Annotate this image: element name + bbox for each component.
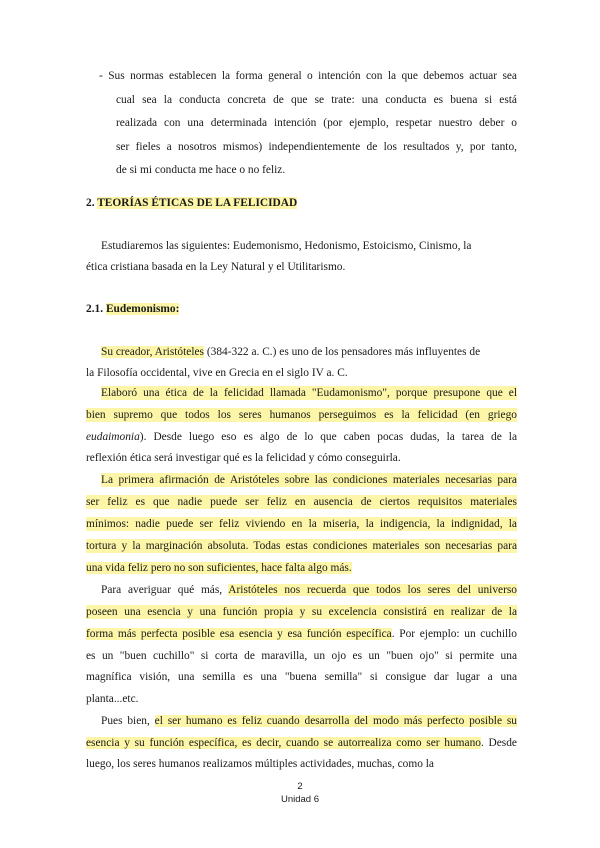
p5-line-2: esencia y su función específica, es decir, cuando se autorrealiza como ser humano. Desde [86, 737, 517, 749]
section-2-title: TEORÍAS ÉTICAS DE LA FELICIDAD [97, 197, 298, 209]
p3-line-1: La primera afirmación de Aristóteles sobre las condiciones materiales necesarias para [101, 474, 517, 486]
bullet-line-4: ser fieles a nosotros mismos) independientemente de los resultados y, por tanto, [116, 141, 517, 153]
p3-line-5: una vida feliz pero no son suficientes, hace falta algo más. [86, 562, 352, 574]
page-number: 2 [297, 781, 303, 792]
p1-line-1: Su creador, Aristóteles (384-322 a. C.) es uno de los pensadores más influyentes de [101, 346, 481, 358]
section-2-intro-line-2: ética cristiana basada en la Ley Natural y el Utilitarismo. [86, 261, 346, 273]
p3-line-3: mínimos: nadie puede ser feliz viviendo en la miseria, la indigencia, la indignidad, la [86, 518, 517, 530]
bullet-line-3: realizada con una determinada intención (por ejemplo, respetar nuestro deber o [116, 117, 517, 129]
p5-line-1: Pues bien, el ser humano es feliz cuando desarrolla del modo más perfecto posible su [101, 715, 517, 727]
p5-line-3: luego, los seres humanos realizamos múltiples actividades, muchas, como la [86, 758, 434, 770]
section-2-1-title: Eudemonismo: [105, 303, 180, 315]
p4-line-3: forma más perfecta posible esa esencia y esa función específica. Por ejemplo: un cuchillo [86, 628, 518, 640]
section-2-1-number: 2.1. [86, 303, 104, 315]
bullet-line-1: - Sus normas establecen la forma general o intención con la que debemos actuar sea [99, 70, 517, 82]
p2-line-4: reflexión ética será investigar qué es la felicidad y cómo conseguirla. [86, 452, 401, 464]
section-2-heading [86, 196, 297, 210]
p4-line-2: poseen una esencia y una función propia y su excelencia consistirá en realizar de la [86, 606, 517, 618]
p3-line-2: ser feliz es que nadie puede ser feliz en ausencia de ciertos requisitos materiales [86, 496, 517, 508]
p4-line-6: planta...etc. [86, 693, 139, 705]
p2-line-1: Elaboró una ética de la felicidad llamada "Eudamonismo", porque presupone que el [101, 387, 517, 399]
p2-line-2: bien supremo que todos los seres humanos perseguimos es la felicidad (en griego [86, 409, 517, 421]
unit-label: Unidad 6 [280, 794, 320, 805]
section-2-number: 2. [86, 197, 95, 209]
bullet-line-5: de si mi conducta me hace o no feliz. [116, 164, 286, 176]
p3-line-4: tortura y la marginación absoluta. Todas estas condiciones materiales son necesarias para [86, 540, 517, 552]
p4-line-4: es un "buen cuchillo" si corta de maravilla, un ojo es un "buen ojo" si permite una [86, 650, 517, 662]
p4-line-5: magnífica visión, una semilla es una "buena semilla" si consigue dar lugar a una [86, 671, 517, 683]
bullet-line-2: cual sea la conducta concreta de que se trate: una conducta es buena si está [116, 94, 517, 106]
section-2-1-heading [86, 302, 179, 316]
p1-line-2: la Filosofía occidental, vive en Grecia en el siglo IV a. C. [86, 367, 348, 379]
p4-line-1: Para averiguar qué más, Aristóteles nos recuerda que todos los seres del universo [101, 584, 517, 596]
section-2-intro-line-1: Estudiaremos las siguientes: Eudemonismo, Hedonismo, Estoicismo, Cinismo, la [101, 240, 472, 252]
p2-line-3: eudaimonia). Desde luego eso es algo de lo que caben pocas dudas, la tarea de la [86, 431, 517, 443]
